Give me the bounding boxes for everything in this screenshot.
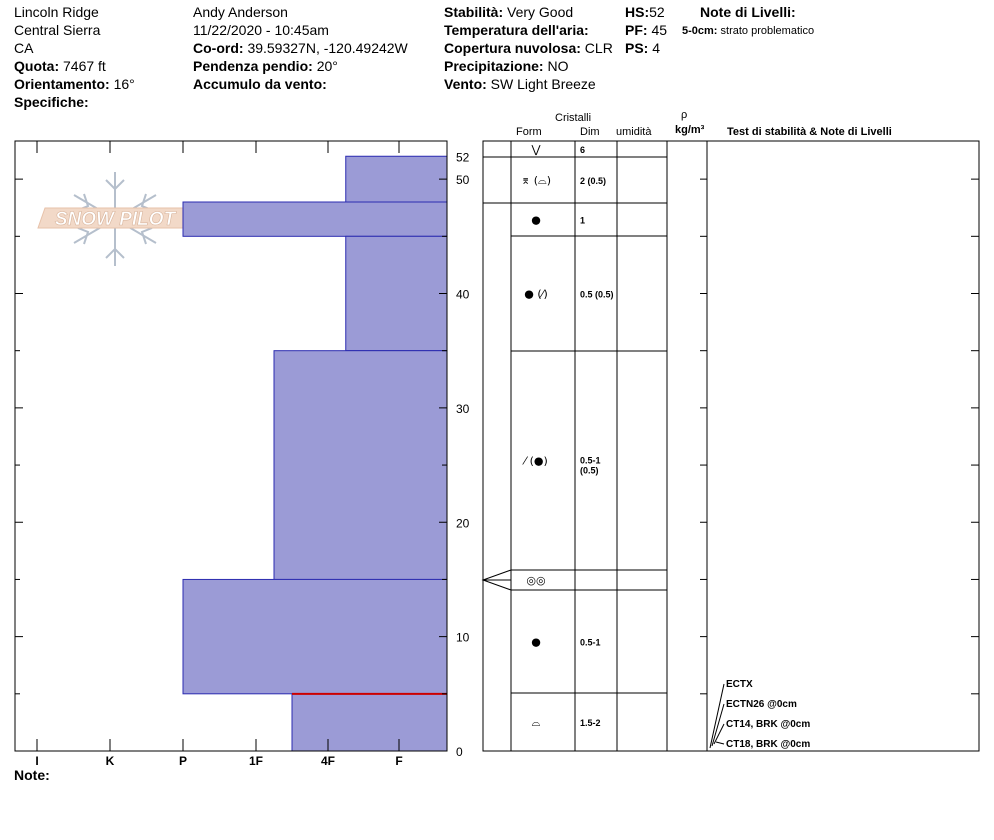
state: CA: [14, 40, 34, 56]
wind-loading-label: Accumulo da vento:: [193, 76, 327, 92]
ps-label: PS:: [625, 40, 649, 56]
hardness-label-F: F: [395, 754, 403, 768]
depth-label-0: 0: [456, 745, 463, 759]
precip-label: Precipitazione:: [444, 58, 544, 74]
location: Lincoln Ridge: [14, 4, 99, 20]
elevation-value: 7467 ft: [63, 58, 106, 74]
rho-header: ρ: [681, 109, 688, 121]
crystal-frame: [483, 141, 979, 751]
stability-test-0: ECTX: [726, 679, 753, 690]
crystal-grid: [483, 141, 707, 751]
pf-label: PF:: [625, 22, 648, 38]
crystal-size-7: 1.5-2: [580, 718, 601, 728]
stability-test-2: CT14, BRK @0cm: [726, 719, 811, 730]
hardness-label-I: I: [35, 754, 39, 768]
crystal-size-1: 2 (0.5): [580, 176, 607, 186]
hardness-layer-5: [292, 694, 447, 751]
crystal-form-3: ● (⁄): [524, 287, 548, 301]
form-header: Form: [516, 126, 542, 138]
snow-pilot-logo: [38, 172, 192, 266]
crystal-size-4-b: (0.5): [580, 465, 599, 476]
depth-label-40: 40: [456, 287, 470, 302]
hardness-layer-4: [183, 579, 447, 693]
crystal-form-7: ⌓: [531, 716, 541, 729]
datetime: 11/22/2020 - 10:45am: [193, 22, 329, 38]
hardness-layer-0: [346, 156, 447, 202]
hs-value: 52: [649, 4, 665, 20]
moisture-header: umidità: [616, 126, 652, 138]
hardness-layer-2: [346, 236, 447, 350]
hardness-layer-1: [183, 202, 447, 236]
crystals-header: Cristalli: [555, 112, 592, 124]
crystal-form-0: ⋁: [531, 143, 541, 156]
wind-label: Vento:: [444, 76, 487, 92]
crystal-size-4-a: 0.5-1: [580, 455, 601, 466]
wind-value: SW Light Breeze: [490, 76, 596, 92]
observer: Andy Anderson: [193, 4, 288, 20]
depth-label-50: 50: [456, 173, 470, 188]
aspect-label: Orientamento:: [14, 76, 110, 92]
tests-header: Test di stabilità & Note di Livelli: [727, 126, 892, 138]
specifics-label: Specifiche:: [14, 94, 89, 110]
stability-test-1: ECTN26 @0cm: [726, 699, 797, 710]
depth-label-10: 10: [456, 630, 470, 645]
stability-value: Very Good: [507, 4, 574, 20]
hs-label: HS:: [625, 4, 650, 20]
sky-value: CLR: [584, 40, 613, 56]
hardness-label-4F: 4F: [320, 754, 336, 768]
air-temp-label: Temperatura dell'aria:: [444, 22, 589, 38]
pf-value: 45: [651, 22, 668, 38]
aspect-value: 16°: [113, 76, 135, 92]
elevation-label: Quota:: [14, 58, 60, 74]
stability-tests: [710, 679, 810, 750]
hardness-label-1F: 1F: [248, 754, 264, 768]
ps-value: 4: [652, 40, 661, 56]
range: Central Sierra: [14, 22, 101, 38]
depth-label-30: 30: [456, 401, 470, 416]
hardness-label-P: P: [178, 754, 188, 768]
slope-value: 20°: [316, 58, 338, 74]
sky-label: Copertura nuvolosa:: [444, 40, 581, 56]
slope-label: Pendenza pendio:: [193, 58, 313, 74]
coord-value: 39.59327N, -120.49242W: [247, 40, 408, 56]
depth-label-52: 52: [456, 150, 470, 165]
crystal-size-6: 0.5-1: [580, 637, 601, 648]
density-unit-header: kg/m³: [675, 124, 705, 136]
stability-test-3: CT18, BRK @0cm: [726, 739, 811, 750]
hardness-labels: [35, 754, 402, 768]
layer-note-text: strato problematico: [720, 25, 815, 37]
size-header: Dim: [580, 126, 600, 138]
stability-test-pointer-3: [716, 742, 724, 744]
crystal-form-4: ⁄ (●): [524, 454, 548, 468]
axis-ticks: [15, 141, 979, 751]
depth-labels: [456, 150, 470, 759]
logo-text: SNOW PILOT: [54, 209, 176, 230]
crystal-form-5: ◎◎: [526, 574, 546, 587]
stability-label: Stabilità:: [444, 4, 504, 20]
precip-value: NO: [547, 58, 569, 74]
crystal-rows: [521, 143, 614, 729]
crystal-size-0: 6: [580, 145, 586, 155]
crystal-form-6: ●: [531, 635, 541, 649]
notes-label: Note:: [14, 767, 50, 783]
hardness-layer-3: [274, 351, 447, 580]
crystal-form-2: ●: [531, 213, 541, 227]
hardness-layers: [183, 156, 447, 751]
layer-notes-title: Note di Livelli:: [700, 4, 796, 20]
crystal-size-2: 1: [580, 215, 586, 226]
crystal-size-3: 0.5 (0.5): [580, 289, 614, 300]
depth-label-20: 20: [456, 516, 470, 531]
crystal-form-1: ⌆ (⌓): [521, 174, 551, 187]
hardness-label-K: K: [105, 754, 115, 768]
coord-label: Co-ord:: [193, 40, 244, 56]
layer-note-depth: 5-0cm:: [682, 25, 718, 37]
